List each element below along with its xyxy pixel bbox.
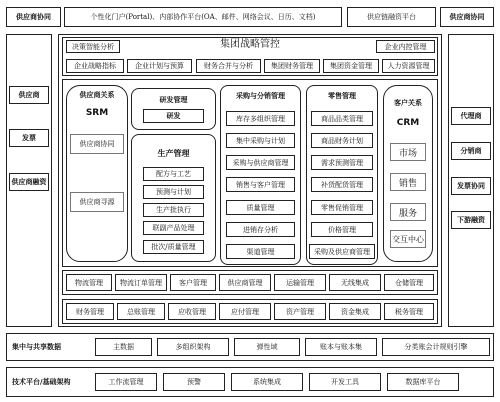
strategy-item-treasury: 集团资金管理 <box>323 59 379 73</box>
proc-quality: 质量管理 <box>226 200 295 215</box>
header-right-supplier-collab: 供应商协同 <box>440 7 494 27</box>
shared-flexfield: 弹性域 <box>234 338 300 356</box>
strategy-item-hr: 人力资源管理 <box>382 59 435 73</box>
production-batch-exec: 生产批执行 <box>143 203 204 217</box>
procurement-heading: 采购与分销管理 <box>236 92 285 100</box>
internal-control: 企业内控管理 <box>376 40 435 53</box>
srm-heading: 供应商关系 <box>79 91 115 99</box>
right-rail-invoice-collab: 发票协同 <box>451 177 491 195</box>
shared-ledger-set: 账本与账本集 <box>305 338 377 356</box>
fin-treasury-integration: 资金集成 <box>329 303 381 320</box>
crm-service: 服务 <box>390 203 426 221</box>
decision-analysis: 决策智能分析 <box>66 40 120 53</box>
right-rail-agent: 代理商 <box>451 107 491 125</box>
fin-payables: 应付管理 <box>219 303 271 320</box>
fin-financial: 财务管理 <box>66 303 114 320</box>
ops-logistics-orders: 物流订单管理 <box>115 274 167 291</box>
production-forecast: 预测与计划 <box>143 185 204 199</box>
left-rail-supplier-finance: 供应商融资 <box>9 173 49 191</box>
srm-supplier-collab: 供应商协同 <box>70 134 124 154</box>
left-rail-invoice: 发票 <box>9 129 49 147</box>
tech-workflow: 工作流管理 <box>95 373 157 391</box>
tech-database: 数据库平台 <box>387 373 459 391</box>
right-rail-distributor: 分销商 <box>451 142 491 160</box>
proc-central-purchasing: 集中采购与计划 <box>226 133 295 148</box>
left-rail-supplier: 供应商 <box>9 86 49 104</box>
retail-purchasing-supplier: 采购及供应商管理 <box>309 244 375 259</box>
ops-warehouse: 仓储管理 <box>384 274 434 291</box>
crm-marketing: 市场 <box>390 143 426 161</box>
fin-assets: 资产管理 <box>274 303 326 320</box>
production-batch-quality: 批次/质量管理 <box>143 240 204 254</box>
retail-category: 商品品类管理 <box>311 111 373 126</box>
ops-supplier: 供应商管理 <box>219 274 271 291</box>
fin-general-ledger: 总账管理 <box>117 303 165 320</box>
tech-alerts: 预警 <box>163 373 225 391</box>
shared-master-data: 主数据 <box>95 338 152 356</box>
portal-oa-platform: 个性化门户(Portal)、内部协作平台(OA、邮件、网络会议、日历、文档) <box>64 7 342 27</box>
ops-customer: 客户管理 <box>170 274 216 291</box>
retail-demand-forecast: 需求预测管理 <box>311 155 373 170</box>
shared-multi-org: 多组织架构 <box>157 338 229 356</box>
production-heading: 生产管理 <box>157 149 190 158</box>
proc-supplier-mgmt: 采购与供应商管理 <box>226 155 295 170</box>
tech-integration: 系统集成 <box>231 373 303 391</box>
strategy-item-kpi: 企业战略指标 <box>66 59 124 73</box>
shared-data-label: 集中与共享数据 <box>12 343 61 351</box>
crm-interaction-center: 交互中心 <box>390 230 426 248</box>
fin-tax: 税务管理 <box>384 303 434 320</box>
proc-analysis: 进销存分析 <box>226 222 295 237</box>
proc-channel: 渠道管理 <box>226 244 295 259</box>
right-rail-downstream-finance: 下游融资 <box>451 211 491 229</box>
rnd-item: 研发 <box>143 109 204 123</box>
proc-sales-customer: 销售与客户管理 <box>226 177 295 192</box>
fin-receivables: 应收管理 <box>168 303 216 320</box>
tech-dev-tools: 开发工具 <box>309 373 381 391</box>
production-coproduct: 联副产品处理 <box>143 221 204 235</box>
tech-platform-label: 技术平台/基础架构 <box>12 378 71 386</box>
crm-name: CRM <box>396 118 420 128</box>
retail-heading: 零售管理 <box>328 92 356 100</box>
proc-inventory: 库存多组织管理 <box>226 111 295 126</box>
header-left-supplier-collab: 供应商协同 <box>6 7 61 27</box>
retail-promotion: 零售促销管理 <box>311 200 373 215</box>
crm-heading: 客户关系 <box>394 99 422 107</box>
srm-supplier-sourcing: 供应商寻源 <box>70 192 124 212</box>
rnd-heading: 研发管理 <box>159 96 188 104</box>
strategy-item-plan-budget: 企业计划与预算 <box>127 59 192 73</box>
strategy-title: 集团战略管控 <box>220 39 280 50</box>
supply-chain-finance-platform: 供应链融资平台 <box>347 7 436 27</box>
ops-logistics: 物流管理 <box>66 274 112 291</box>
production-recipe: 配方与工艺 <box>143 167 204 181</box>
srm-name: SRM <box>85 108 109 118</box>
ops-transport: 运输管理 <box>274 274 326 291</box>
strategy-item-consolidation: 财务合并与分析 <box>196 59 261 73</box>
ops-wireless: 无线集成 <box>329 274 381 291</box>
retail-financial-plan: 商品财务计划 <box>311 133 373 148</box>
retail-pricing: 价格管理 <box>311 222 373 237</box>
shared-accounting-rules: 分类账会计规则引擎 <box>382 338 490 356</box>
retail-replenishment: 补货配货管理 <box>311 177 373 192</box>
crm-sales: 销售 <box>390 173 426 191</box>
strategy-item-group-finance: 集团财务管理 <box>264 59 320 73</box>
